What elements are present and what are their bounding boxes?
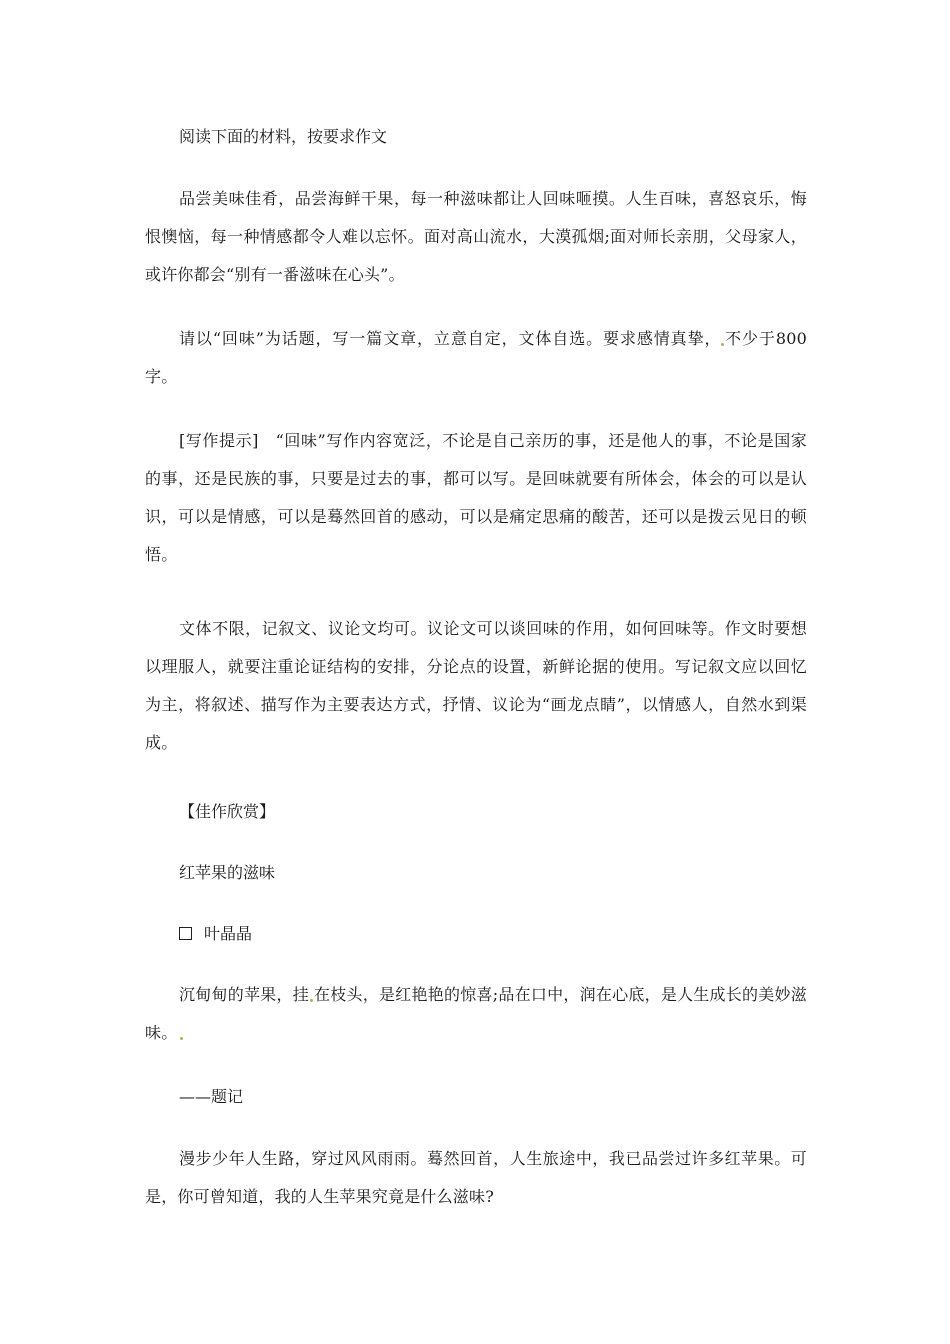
essay-body-paragraph: 漫步少年人生路，穿过风风雨雨。蓦然回首，人生旅途中，我已品尝过许多红苹果。可是，你可曾知道，我的人生苹果究竟是什么滋味?	[145, 1149, 807, 1206]
intro-text-part2: 在枝头，是红艳艳的惊喜;品在口中，润在心底，是人生成长的美妙滋味。	[145, 985, 807, 1042]
essay-intro-paragraph	[145, 976, 807, 1052]
intro-text-part1: 沉甸甸的苹果，挂	[179, 985, 309, 1004]
essay-title: 红苹果的滋味	[179, 863, 276, 882]
epigraph-label: ——题记	[179, 1087, 244, 1106]
instruction-heading: 阅读下面的材料，按要求作文	[179, 127, 388, 146]
style-guidance-paragraph: 文体不限，记叙文、议论文均可。议论文可以谈回味的作用，如何回味等。作文时要想以理服人，就要注重论证结构的安排，分论点的设置，新鲜论据的使用。写记叙文应以回忆为主，将叙述、描写作为主要表达方式，抒情、议论为“画龙点睛”，以情感人，自然水到渠成。	[145, 619, 807, 752]
task-text-part1: 请以“回味”为话题，写一篇文章，立意自定，文体自选。要求感情真挚，	[179, 329, 722, 348]
task-paragraph	[145, 320, 807, 396]
section-title: 【佳作欣赏】	[179, 802, 276, 821]
mark-dot	[310, 999, 313, 1002]
author-name: 叶晶晶	[204, 924, 253, 943]
task-text-part2: 不少于800字。	[145, 329, 807, 386]
checkbox-square-icon	[179, 927, 192, 940]
writing-tips-paragraph: [写作提示] “回味”写作内容宽泛，不论是自己亲历的事，还是他人的事，不论是国家的事，还是民族的事，只要是过去的事，都可以写。是回味就要有所体会，体会的可以是认识，可以是情感，可以是蓦然回首的感动，可以是痛定思痛的酸苦，还可以是拨云见日的顿悟。	[145, 431, 807, 564]
author-line	[179, 922, 252, 946]
material-paragraph: 品尝美味佳肴，品尝海鲜干果，每一种滋味都让人回味咂摸。人生百味，喜怒哀乐，悔恨懊恼，每一种情感都令人难以忘怀。面对高山流水，大漠孤烟;面对师长亲朋，父母家人，或许你都会“别有一番滋味在心头”。	[145, 189, 807, 284]
mark-dot	[180, 1037, 183, 1040]
